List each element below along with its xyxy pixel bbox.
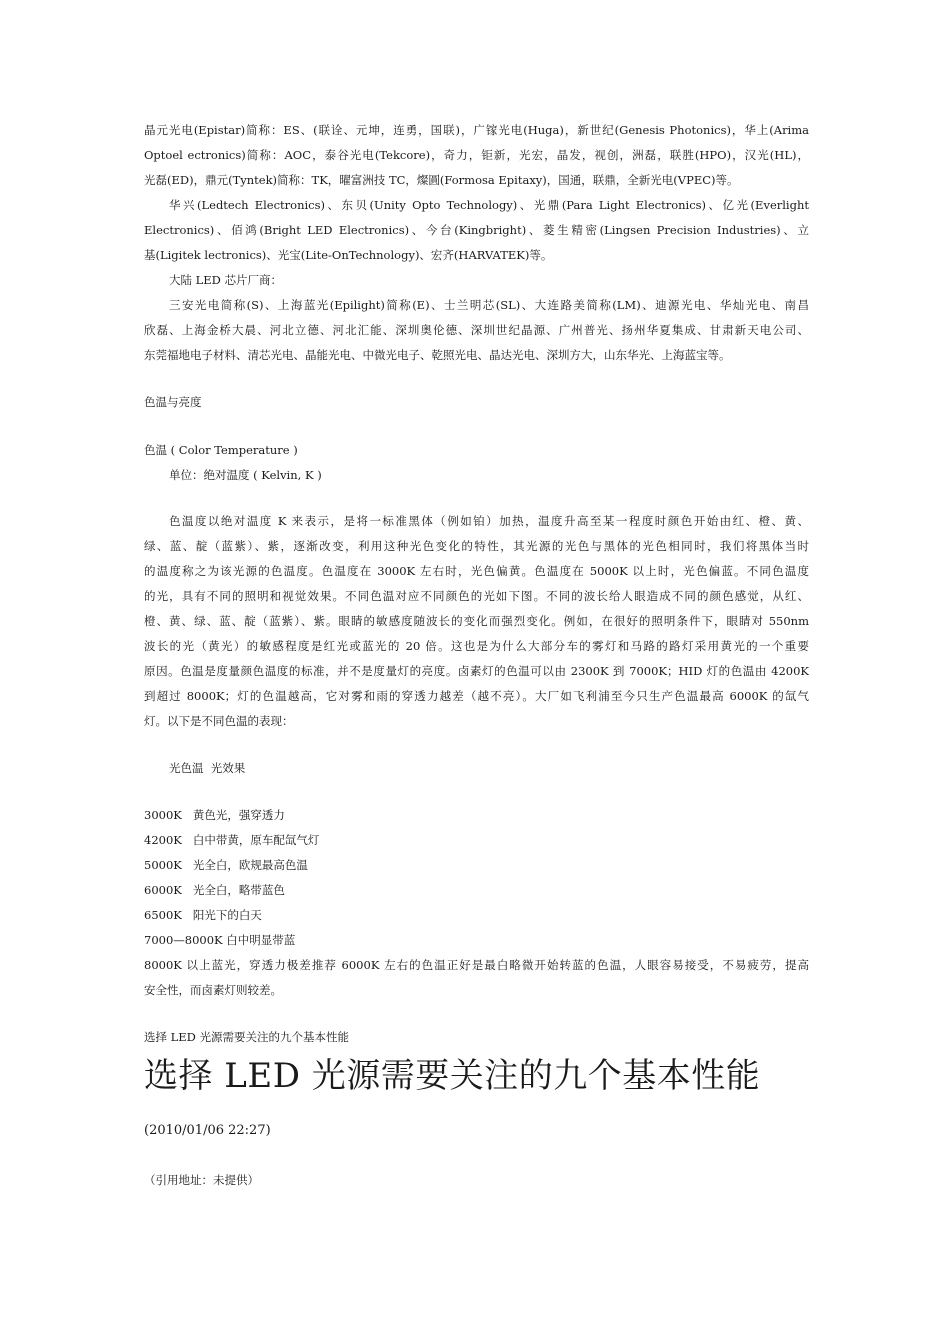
text-line: 原因。色温是度量颜色温度的标准，并不是度量灯的亮度。卤素灯的色温可以由 2300K 到 7000K；HID 灯的色温由 4200K (144, 664, 809, 678)
temp-row: 4200K 白中带黄，原车配氙气灯 (144, 833, 320, 847)
temp-row: 5000K 光全白，欧规最高色温 (144, 858, 308, 872)
taiwan-paragraph-2 (144, 193, 809, 268)
text-line: 光磊(ED)，鼎元(Tyntek)简称：TK，曜富洲技 TC，燦圓(Formosa Epitaxy)，国通，联鼎，全新光电(VPEC)等。 (144, 173, 739, 187)
temp-table (144, 803, 809, 1003)
text-line: 橙、黄、绿、蓝、靛（蓝紫）、紫。眼睛的敏感度随波长的变化而强烈变化。例如，在很好的照明条件下，眼睛对 550nm (144, 614, 809, 628)
text-line: 的温度称之为该光源的色温度。色温度在 3000K 左右时，光色偏黄。色温度在 5000K 以上时，光色偏蓝。不同色温度 (144, 564, 809, 578)
text-line: 绿、蓝、靛（蓝紫）、紫，逐渐改变，利用这种光色变化的特性，其光源的光色与黑体的光色相同时，我们将黑体当时 (144, 539, 809, 553)
mainland-heading: 大陆 LED 芯片厂商： (169, 273, 283, 287)
article-date: (2010/01/06 22:27) (144, 1123, 271, 1138)
taiwan-paragraph-1 (144, 118, 809, 193)
article-title: 选择 LED 光源需要关注的九个基本性能 (144, 1056, 761, 1096)
text-line: 灯。以下是不同色温的表现： (144, 714, 294, 728)
text-line: 华兴(Ledtech Electronics)、东贝(Unity Opto Technology)、光鼎(Para Light Electronics)、亿光(Everlight (169, 198, 809, 212)
mainland-paragraph (144, 293, 809, 368)
text-line: 东莞福地电子材料、清芯光电、晶能光电、中微光电子、乾照光电、晶达光电、深圳方大，山东华光、上海蓝宝等。 (144, 348, 731, 362)
text-line: 8000K 以上蓝光，穿透力极差推荐 6000K 左右的色温正好是最白略微开始转蓝的色温，人眼容易接受，不易疲劳，提高 (144, 958, 809, 972)
citation-text: （引用地址：未提供） (144, 1173, 259, 1187)
article-small-title: 选择 LED 光源需要关注的九个基本性能 (144, 1030, 350, 1044)
temp-row: 6500K 阳光下的白天 (144, 908, 262, 922)
section-heading: 色温与亮度 (144, 395, 202, 409)
explanation-paragraph (144, 509, 809, 734)
color-temp-title: 色温 ( Color Temperature ) (144, 443, 298, 457)
temp-row: 7000—8000K 白中明显带蓝 (144, 933, 296, 947)
text-line: 欣磊、上海金桥大晨、河北立德、河北汇能、深圳奥伦德、深圳世纪晶源、广州普光、扬州华夏集成、甘肃新天电公司、 (144, 323, 809, 337)
text-line: 基(Ligitek lectronics)、光宝(Lite-OnTechnology)、宏齐(HARVATEK)等。 (144, 248, 553, 262)
text-line: Electronics)、佰鸿(Bright LED Electronics)、今台(Kingbright)、菱生精密(Lingsen Precision Industries)、立 (144, 223, 809, 237)
temp-row: 3000K 黄色光，强穿透力 (144, 808, 285, 822)
text-line: 色温度以绝对温度 K 来表示，是将一标准黑体（例如铂）加热，温度升高至某一程度时颜色开始由红、橙、黄、 (169, 514, 809, 528)
text-line: 到超过 8000K；灯的色温越高，它对雾和雨的穿透力越差（越不亮）。大厂如飞利浦至今只生产色温最高 6000K 的氙气 (144, 689, 809, 703)
text-line: 安全性，而卤素灯则较差。 (144, 983, 282, 997)
mainland-heading-block (144, 268, 809, 293)
temp-row: 6000K 光全白，略带蓝色 (144, 883, 285, 897)
text-line: 的光，具有不同的照明和视觉效果。不同色温对应不同颜色的光如下图。不同的波长给人眼造成不同的颜色感觉，从红、 (144, 589, 809, 603)
text-line: 三安光电简称(S)、上海蓝光(Epilight)简称(E)、士兰明芯(SL)、大连路美简称(LM)、迪源光电、华灿光电、南昌 (169, 298, 809, 312)
temp-table-header: 光色温 光效果 (169, 761, 246, 775)
text-line: 晶元光电(Epistar)简称：ES、(联诠、元坤，连勇，国联)，广镓光电(Huga)，新世纪(Genesis Photonics)，华上(Arima (144, 123, 809, 137)
text-line: Optoel ectronics)简称：AOC，泰谷光电(Tekcore)，奇力，钜新，光宏，晶发，视创，洲磊，联胜(HPO)，汉光(HL)， (144, 148, 809, 162)
color-temp-unit: 单位：绝对温度 ( Kelvin, K ) (169, 468, 322, 482)
text-line: 波长的光（黄光）的敏感程度是红光或蓝光的 20 倍。这也是为什么大部分车的雾灯和马路的路灯采用黄光的一个重要 (144, 639, 809, 653)
